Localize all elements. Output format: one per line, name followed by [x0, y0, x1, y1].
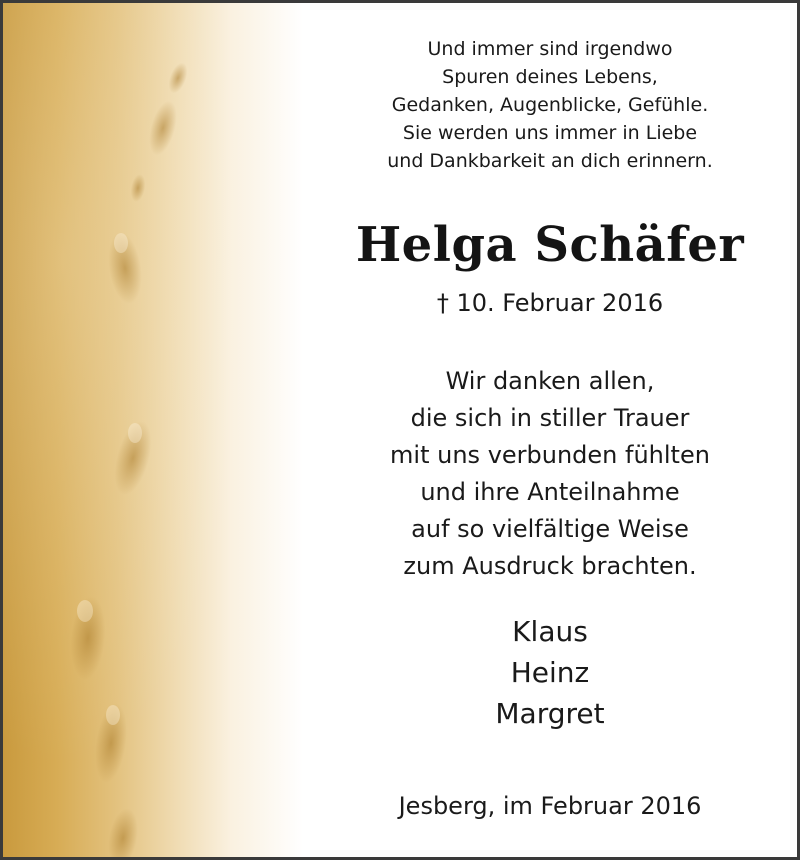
- signer-name: Margret: [495, 697, 605, 730]
- thanks-line: Wir danken allen,: [445, 367, 655, 395]
- signer-name: Klaus: [512, 615, 588, 648]
- thanks-line: zum Ausdruck brachten.: [403, 552, 697, 580]
- verse-line: Spuren deines Lebens,: [442, 66, 658, 88]
- notice-text: [303, 3, 797, 857]
- place-date: Jesberg, im Februar 2016: [398, 792, 702, 820]
- thanks-line: die sich in stiller Trauer: [410, 404, 690, 432]
- death-date: † 10. Februar 2016: [436, 289, 664, 317]
- signers: [303, 611, 797, 734]
- footprints-icon: [3, 3, 303, 860]
- signer-name: Heinz: [510, 656, 590, 689]
- thanks-text: [303, 363, 797, 585]
- deceased-name: Helga Schäfer: [355, 217, 745, 273]
- verse-line: Sie werden uns immer in Liebe: [402, 122, 698, 144]
- verse-line: Und immer sind irgendwo: [427, 38, 673, 60]
- sand-footprints-image: [3, 3, 303, 857]
- verse: [303, 35, 797, 175]
- thanks-line: mit uns verbunden fühlten: [390, 441, 710, 469]
- thanks-line: auf so vielfältige Weise: [411, 515, 689, 543]
- verse-line: Gedanken, Augenblicke, Gefühle.: [391, 94, 709, 116]
- thanks-line: und ihre Anteilnahme: [420, 478, 680, 506]
- verse-line: und Dankbarkeit an dich erinnern.: [387, 150, 713, 172]
